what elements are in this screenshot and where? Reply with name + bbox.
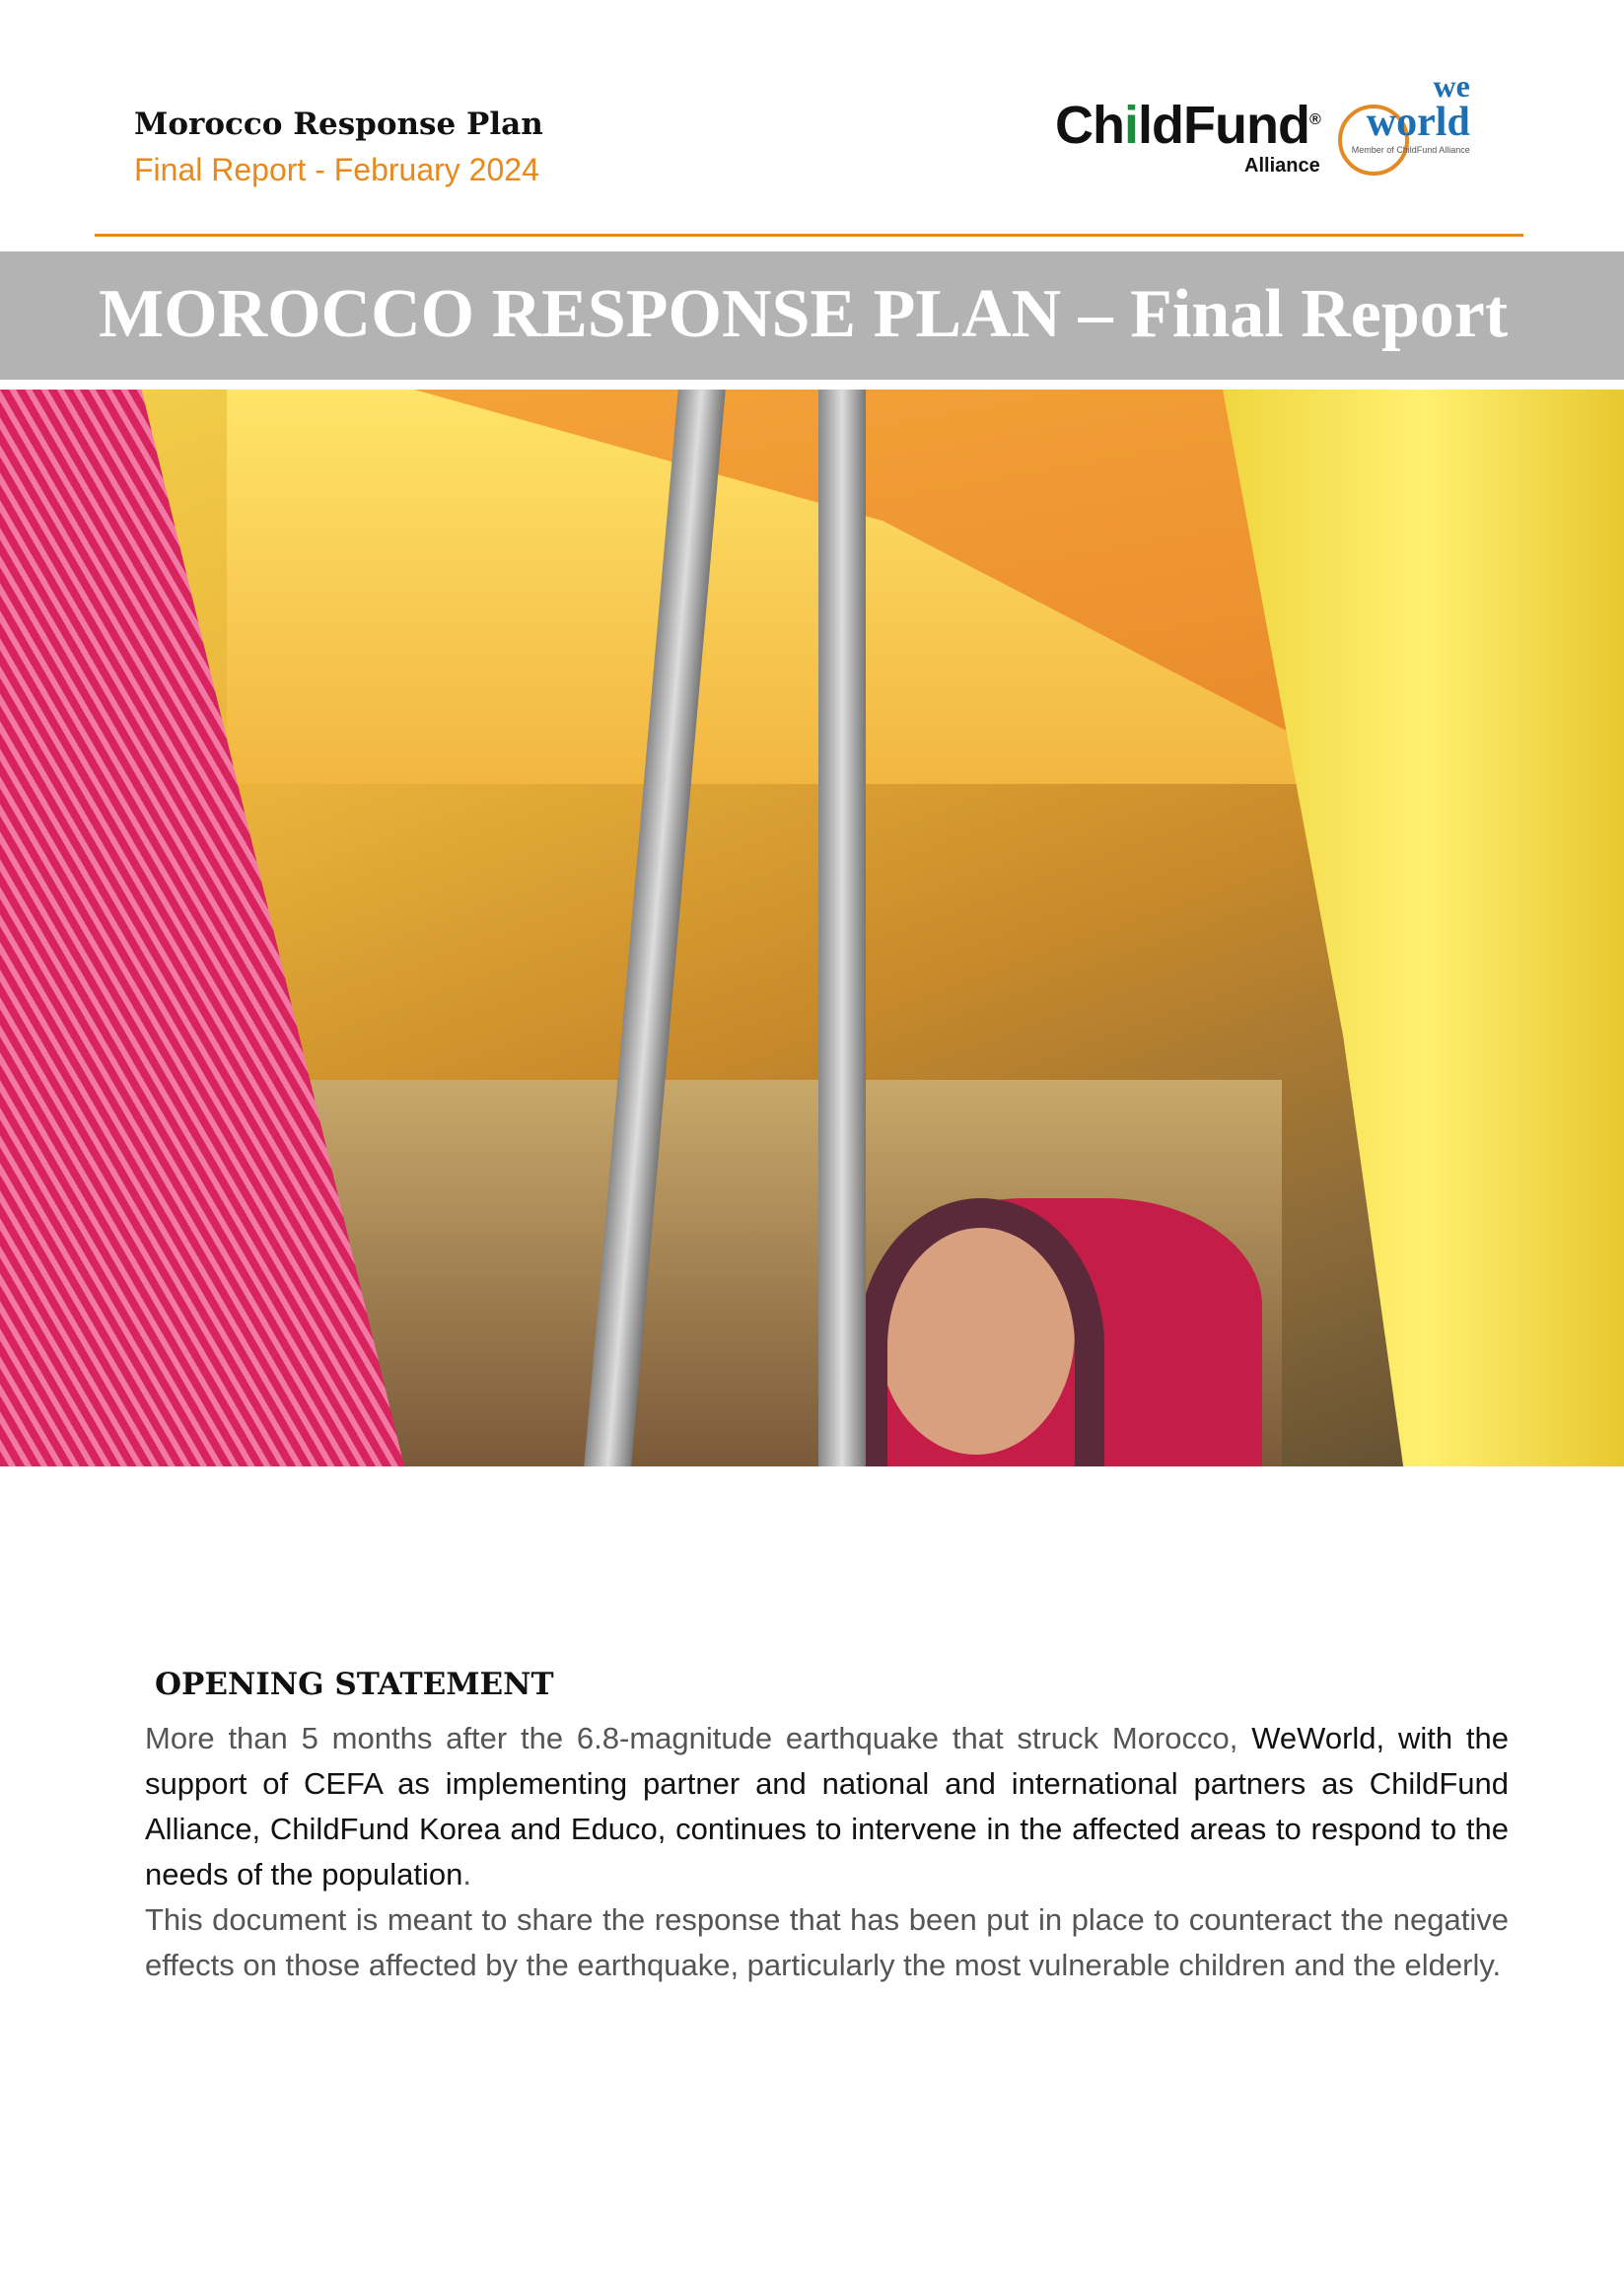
yellow-curtain: [1223, 390, 1624, 1466]
paragraph: This document is meant to share the response that has been put in place to counteract the negative effects on those affected by the earthquake, particularly the most vulnerable children and the elderly.: [145, 1902, 1509, 1982]
tent-pole: [818, 390, 866, 1466]
childfund-figure-icon: i: [1123, 96, 1138, 155]
paragraph-emphasis: WeWorld, with the support of CEFA as implementing partner and national and international partners as ChildFund Alliance, ChildFund Korea and Educo, continues to intervene in the affected areas to respond to the needs of the population: [145, 1721, 1509, 1891]
weworld-tagline: Member of ChildFund Alliance: [1351, 145, 1470, 155]
childfund-logo: [1055, 91, 1320, 177]
registered-mark: ®: [1308, 111, 1320, 128]
cover-photo: [0, 390, 1624, 1466]
weworld-we-text: we: [1433, 68, 1470, 104]
partner-logos: [1055, 68, 1528, 177]
childfund-logo-text: Ch: [1055, 96, 1124, 155]
paragraph-text: More than 5 months after the 6.8-magnitude earthquake that struck Morocco,: [145, 1721, 1252, 1755]
weworld-world-text: world: [1366, 100, 1470, 145]
paragraph-text: .: [462, 1857, 471, 1891]
weworld-logo: [1338, 68, 1470, 156]
title-banner: [0, 251, 1624, 380]
report-header-title: Morocco Response Plan: [134, 107, 543, 142]
section-heading: OPENING STATEMENT: [155, 1667, 554, 1702]
header-divider: [95, 234, 1523, 237]
childfund-logo-wordmark: [1055, 91, 1320, 155]
childfund-logo-text: ldFund: [1138, 96, 1309, 155]
childfund-alliance-label: Alliance: [1244, 155, 1320, 177]
report-header-subtitle: Final Report - February 2024: [134, 152, 539, 187]
paragraph: [145, 1716, 1509, 1897]
opening-statement-section: [145, 1667, 1509, 1988]
page-title: MOROCCO RESPONSE PLAN – Final Report: [99, 276, 1509, 352]
